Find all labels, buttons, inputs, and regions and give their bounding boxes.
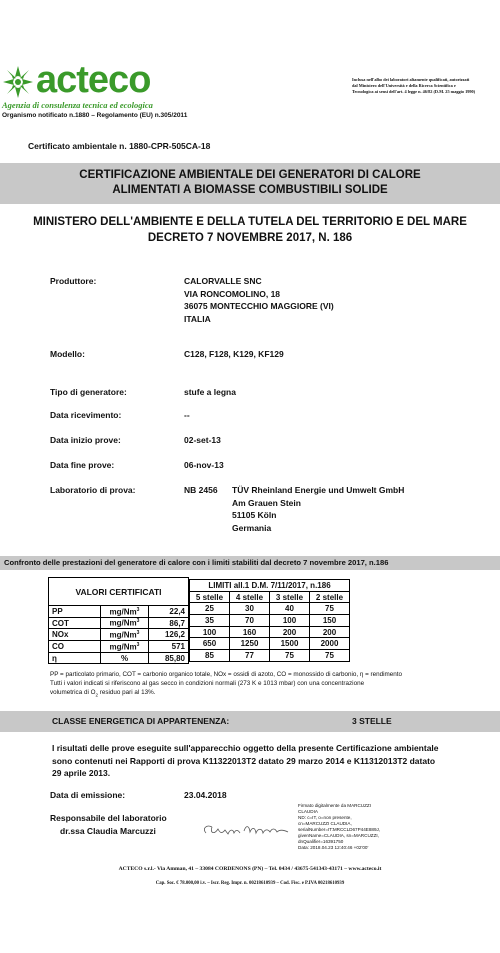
responsible-name: Responsabile del laboratorio dr.ssa Claudia Marcuzzi bbox=[50, 813, 167, 836]
received-date-label: Data ricevimento: bbox=[50, 410, 122, 420]
table-row: CO mg/Nm$^3$ 571 bbox=[49, 641, 189, 653]
footer-address: ACTECO s.r.l.- Via Amman, 41 – 33084 CORDENONS (PN) – Tel. 0434 / 43675-541343-43171 – www.acteco.it bbox=[118, 866, 382, 872]
test-start-value: 02-set-13 bbox=[184, 435, 221, 445]
emission-date-label: Data di emissione: bbox=[50, 790, 126, 800]
table-row: 100 160 200 200 bbox=[190, 626, 350, 638]
limits-columns: 5 stelle 4 stelle 3 stelle 2 stelle bbox=[190, 591, 350, 603]
title-line-2: ALIMENTATI A BIOMASSE COMBUSTIBILI SOLIDE bbox=[112, 184, 388, 196]
comparison-title: Confronto delle prestazioni del generatore di calore con i limiti stabiliti dal decreto 7 novembre 2017, n.186 bbox=[4, 558, 389, 567]
energy-class-band bbox=[0, 711, 500, 732]
model-value: C128, F128, K129, KF129 bbox=[184, 349, 284, 359]
title-band bbox=[0, 163, 500, 204]
model-label: Modello: bbox=[50, 349, 85, 359]
comparison-band bbox=[0, 556, 500, 570]
table-row: 650 1250 1500 2000 bbox=[190, 638, 350, 650]
test-end-value: 06-nov-13 bbox=[184, 460, 224, 470]
logo-wordmark: acteco bbox=[36, 59, 151, 101]
logo-subtitle: Agenzia di consulenza tecnica ed ecologica bbox=[2, 100, 153, 110]
emission-date-value: 23.04.2018 bbox=[184, 790, 227, 800]
footer-registration: Cap. Soc. € 78.000,00 i.v. – Iscr. Reg. Impr. n. 00218610939 – Cod. Fisc. e P.IVA 00218610939 bbox=[155, 881, 345, 886]
certified-values-table bbox=[48, 577, 189, 664]
table-row: PP mg/Nm$^3$ 22,4 bbox=[49, 606, 189, 618]
accreditation-note: Inclusa nell'albo dei laboratori altamente qualificati, autorizzati dal Ministero dell'Università e della Ricerca Scientifica e Tecnologica ai sensi dell'art. 4 legge n. 46/82 (D.M. 25 maggio 1990) bbox=[352, 77, 476, 95]
generator-type-label: Tipo di generatore: bbox=[50, 387, 127, 397]
handwritten-signature bbox=[200, 819, 292, 841]
table-row: COT mg/Nm$^3$ 86,7 bbox=[49, 617, 189, 629]
limits-table bbox=[189, 579, 350, 662]
title-line-1: CERTIFICAZIONE AMBIENTALE DEI GENERATORI DI CALORE bbox=[79, 169, 421, 181]
acteco-logo-icon bbox=[2, 64, 34, 100]
energy-class-value: 3 STELLE bbox=[352, 716, 392, 726]
table-row: η % 85,80 bbox=[49, 652, 189, 664]
limits-header: LIMITI all.1 D.M. 7/11/2017, n.186 bbox=[190, 580, 350, 592]
table-row: NOx mg/Nm$^3$ 126,2 bbox=[49, 629, 189, 641]
ministry-heading: MINISTERO DELL'AMBIENTE E DELLA TUTELA DEL TERRITORIO E DEL MARE DECRETO 7 NOVEMBRE 2017, N. 186 bbox=[33, 216, 467, 244]
letterhead bbox=[0, 59, 500, 124]
table-row: 35 70 100 150 bbox=[190, 615, 350, 627]
producer-label: Produttore: bbox=[50, 276, 97, 286]
laboratory-label: Laboratorio di prova: bbox=[50, 485, 136, 495]
table-row: 25 30 40 75 bbox=[190, 603, 350, 615]
received-date-value: -- bbox=[184, 410, 190, 420]
laboratory-address: TÜV Rheinland Energie und Umwelt GmbH Am Grauen Stein 51105 Köln Germania bbox=[232, 485, 405, 533]
test-end-label: Data fine prove: bbox=[50, 460, 115, 470]
energy-class-label: CLASSE ENERGETICA DI APPARTENENZA: bbox=[52, 716, 230, 726]
table-row: 85 77 75 75 bbox=[190, 650, 350, 662]
notified-body-text: Organismo notificato n.1880 – Regolamento (EU) n.305/2011 bbox=[2, 112, 188, 119]
test-start-label: Data inizio prove: bbox=[50, 435, 121, 445]
table-notes: PP = particolato primario, COT = carbonio organico totale, NOx = ossidi di azoto, CO = monossido di carbonio, η = rendimento Tutti i valori indicati si riferiscono al gas secco in condizioni normali (273 K e 1013 mbar) con una concentrazione volumetrica di $O_2$ residuo pari al 13%. bbox=[50, 671, 403, 698]
digital-signature-block: Firmato digitalmente da MARCUZZI CLAUDIA ND: c=IT, o=non presente, cn=MARCUZZI CLAUDIA, serialNumber=IT:MRCCLD67P44E889J, givenName=CLAUDIA, sn=MARCUZZI, dnQualifier=16391750 Data: 2018.04.23 12:40:46 +02'00' bbox=[298, 803, 381, 850]
results-paragraph: I risultati delle prove eseguite sull'apparecchio oggetto della presente Certificazione ambientale sono contenuti nei Rapporti di prova K11322013T2 datato 29 marzo 2014 e K11312013T2 datato 29 aprile 2013. bbox=[52, 743, 439, 778]
generator-type-value: stufe a legna bbox=[184, 387, 236, 397]
laboratory-code: NB 2456 bbox=[184, 485, 218, 495]
certified-values-header: VALORI CERTIFICATI bbox=[49, 578, 189, 606]
producer-value: CALORVALLE SNC VIA RONCOMOLINO, 18 36075 MONTECCHIO MAGGIORE (VI) ITALIA bbox=[184, 276, 334, 324]
certificate-number: Certificato ambientale n. 1880-CPR-505CA-18 bbox=[28, 141, 211, 151]
